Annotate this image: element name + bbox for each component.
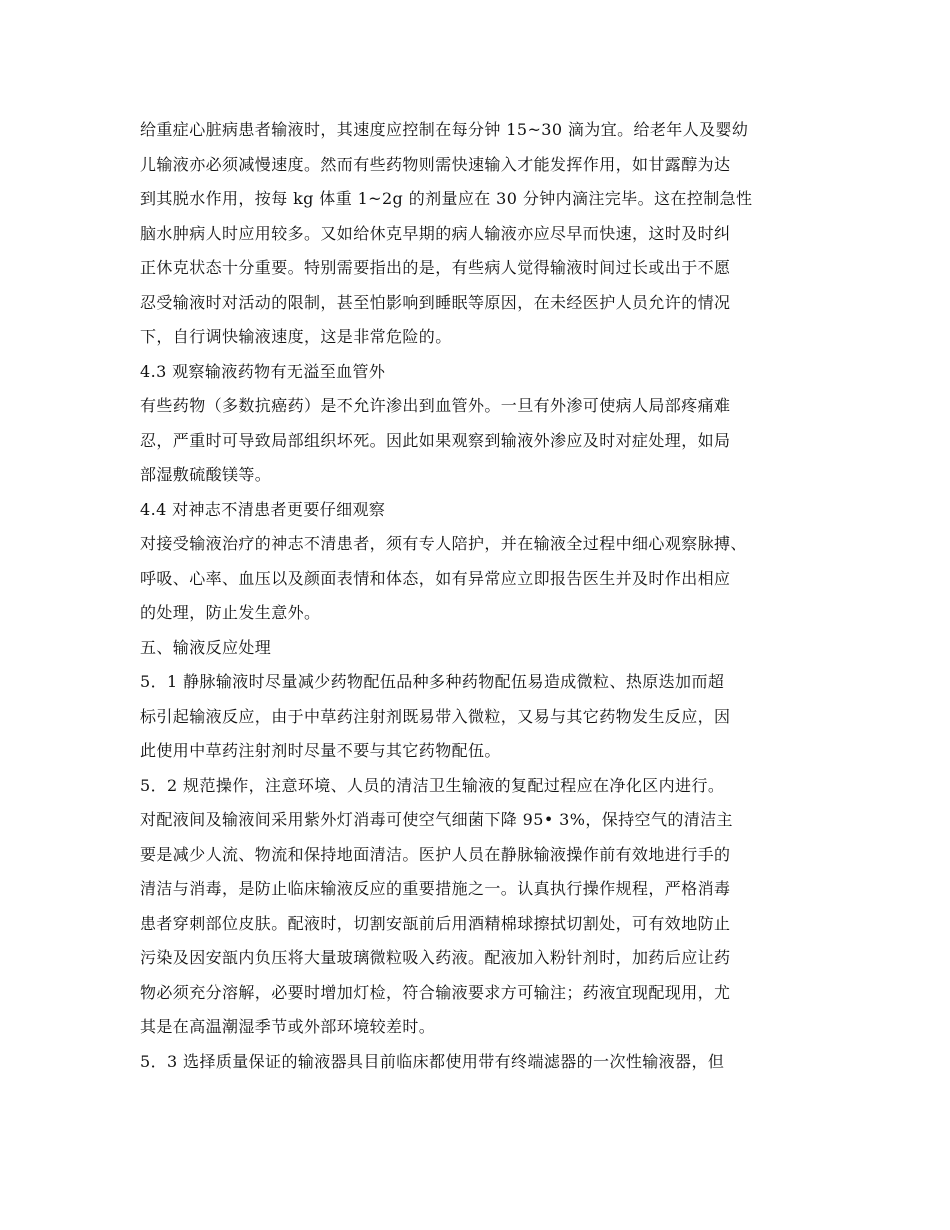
text-line: 的处理，防止发生意外。: [140, 603, 321, 622]
text-line: 脑水肿病人时应用较多。又如给休克早期的病人输液亦应尽早而快速，这时及时纠: [140, 223, 731, 243]
text-line: 污染及因安瓿内负压将大量玻璃微粒吸入药液。配液加入粉针剂时，加药后应让药: [140, 948, 731, 967]
text-line: 对配液间及输液间采用紫外灯消毒可使空气细菌下降 95• 3%，保持空气的清洁主: [140, 810, 733, 829]
text-line: 要是减少人流、物流和保持地面清洁。医护人员在静脉输液操作前有效地进行手的: [140, 844, 731, 864]
text-line: 忍，严重时可导致局部组织坏死。因此如果观察到输液外渗应及时对症处理，如局: [140, 430, 731, 450]
section-heading-5: 五、输液反应处理: [140, 637, 272, 657]
text-line: 忍受输液时对活动的限制，甚至怕影响到睡眠等原因，在未经医护人员允许的情况: [140, 292, 731, 312]
section-heading-4-3: 4.3 观察输液药物有无溢至血管外: [140, 361, 386, 381]
text-line: 标引起输液反应，由于中草药注射剂既易带入微粒，又易与其它药物发生反应，因: [140, 706, 731, 726]
text-line: 患者穿刺部位皮肤。配液时，切割安瓿前后用酒精棉球擦拭切割处，可有效地防止: [140, 913, 731, 933]
text-line: 5．3 选择质量保证的输液器具目前临床都使用带有终端滤器的一次性输液器，但: [140, 1051, 725, 1071]
text-line: 下，自行调快输液速度，这是非常危险的。: [140, 327, 452, 346]
text-line: 给重症心脏病患者输液时，其速度应控制在每分钟 15~30 滴为宜。给老年人及婴幼: [140, 120, 749, 139]
text-line: 呼吸、心率、血压以及颜面表情和体态，如有异常应立即报告医生并及时作出相应: [140, 568, 731, 588]
text-line: 正休克状态十分重要。特别需要指出的是，有些病人觉得输液时间过长或出于不愿: [140, 258, 731, 277]
text-line: 到其脱水作用，按每 kg 体重 1~2g 的剂量应在 30 分钟内滴注完毕。这在控制急性: [140, 189, 753, 208]
text-line: 儿输液亦必须减慢速度。然而有些药物则需快速输入才能发挥作用，如甘露醇为达: [140, 154, 731, 174]
text-line: 对接受输液治疗的神志不清患者，须有专人陪护，并在输液全过程中细心观察脉搏、: [140, 534, 747, 553]
text-line: 物必须充分溶解，必要时增加灯检，符合输液要求方可输注；药液宜现配现用，尤: [140, 982, 731, 1002]
text-line: 其是在高温潮湿季节或外部环境较差时。: [140, 1017, 436, 1036]
text-line: 5．2 规范操作，注意环境、人员的清洁卫生输液的复配过程应在净化区内进行。: [140, 775, 725, 795]
text-line: 5．1 静脉输液时尽量减少药物配伍品种多种药物配伍易造成微粒、热原迭加而超: [140, 672, 725, 691]
section-heading-4-4: 4.4 对神志不清患者更要仔细观察: [140, 499, 386, 519]
body-text: [140, 113, 830, 1079]
text-line: 部湿敷硫酸镁等。: [140, 465, 272, 484]
text-line: 此使用中草药注射剂时尽量不要与其它药物配伍。: [140, 741, 501, 760]
text-line: 清洁与消毒，是防止临床输液反应的重要措施之一。认真执行操作规程，严格消毒: [140, 879, 731, 898]
text-line: 有些药物（多数抗癌药）是不允许渗出到血管外。一旦有外渗可使病人局部疼痛难: [140, 396, 731, 415]
